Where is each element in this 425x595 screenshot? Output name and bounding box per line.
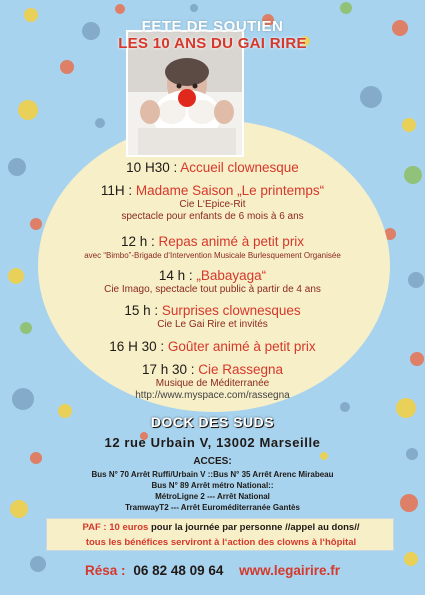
confetti-dot (95, 118, 105, 128)
program-item (0, 303, 425, 331)
reservation-label: Résa : (85, 563, 126, 578)
program-detail: spectacle pour enfants de 6 mois à 6 ans (121, 211, 304, 222)
program-detail: avec “Bimbo”-Brigade d‘Intervention Musicale Burlesquement Organisée (84, 251, 341, 260)
confetti-dot (190, 4, 198, 12)
program-detail: Cie Le Gai Rire et invités (157, 319, 268, 330)
program-time: 16 H 30 : (109, 339, 165, 354)
price-amount: 10 euros (109, 522, 149, 533)
venue-address: 12 rue Urbain V, 13002 Marseille (104, 435, 321, 450)
program-item (0, 234, 425, 262)
confetti-dot (402, 118, 416, 132)
benefit-note: tous les bénéfices serviront à l‘action des clowns à l‘hôpital (85, 537, 357, 548)
website-link[interactable]: http://www.myspace.com/rassegna (135, 390, 290, 401)
program-item (0, 160, 425, 176)
event-title: FETE DE SOUTIEN (141, 18, 284, 35)
program-time: 14 h : (158, 268, 193, 283)
confetti-dot (340, 402, 350, 412)
program-title: Accueil clownesque (180, 160, 299, 175)
price-label: PAF : (82, 522, 107, 533)
program-title: Madame Saison „Le printemps“ (135, 183, 325, 198)
phone-number[interactable]: 06 82 48 09 64 (133, 563, 224, 578)
website-url[interactable]: www.legairire.fr (239, 563, 340, 578)
confetti-dot (60, 60, 74, 74)
program-detail: Cie Imago, spectacle tout public à partir de 4 ans (104, 284, 321, 295)
access-line: MétroLigne 2 --- Arrêt National (155, 492, 270, 501)
confetti-dot (360, 86, 382, 108)
program-item (0, 339, 425, 355)
program-time: 12 h : (120, 234, 155, 249)
program-title: Cie Rassegna (198, 362, 284, 377)
program-item (0, 362, 425, 402)
confetti-dot (340, 2, 352, 14)
program-title: Repas animé à petit prix (158, 234, 305, 249)
program-detail: Musique de Méditerranée (155, 378, 270, 389)
reservation-line (0, 563, 425, 578)
donation-appeal: //appel au dons// (285, 522, 360, 533)
price-box (46, 518, 394, 551)
access-line: Bus N° 70 Arrêt Ruffi/Urbain V ::Bus N° 35 Arrêt Arenc Mirabeau (91, 470, 334, 479)
access-line: TramwayT2 --- Arrêt Euroméditerranée Gantès (125, 503, 300, 512)
program-title: Surprises clownesques (161, 303, 301, 318)
program-item (0, 183, 425, 223)
program-title: „Babayaga“ (196, 268, 267, 283)
program-title: Goûter animé à petit prix (167, 339, 316, 354)
price-detail: pour la journée par personne (150, 522, 283, 533)
access-line: Bus N° 89 Arrêt métro National:: (151, 481, 274, 490)
event-subtitle: LES 10 ANS DU GAI RIRE (118, 35, 307, 52)
program-time: 10 H30 : (126, 160, 178, 175)
program-time: 17 h 30 : (141, 362, 195, 377)
confetti-dot (115, 4, 125, 14)
access-heading: ACCES: (193, 456, 232, 467)
venue-name: DOCK DES SUDS (150, 414, 275, 430)
program-time: 15 h : (124, 303, 159, 318)
program-item (0, 268, 425, 296)
program-time: 11H : (100, 183, 133, 198)
program-detail: Cie L‘Epice-Rit (179, 199, 246, 210)
confetti-dot (18, 100, 38, 120)
